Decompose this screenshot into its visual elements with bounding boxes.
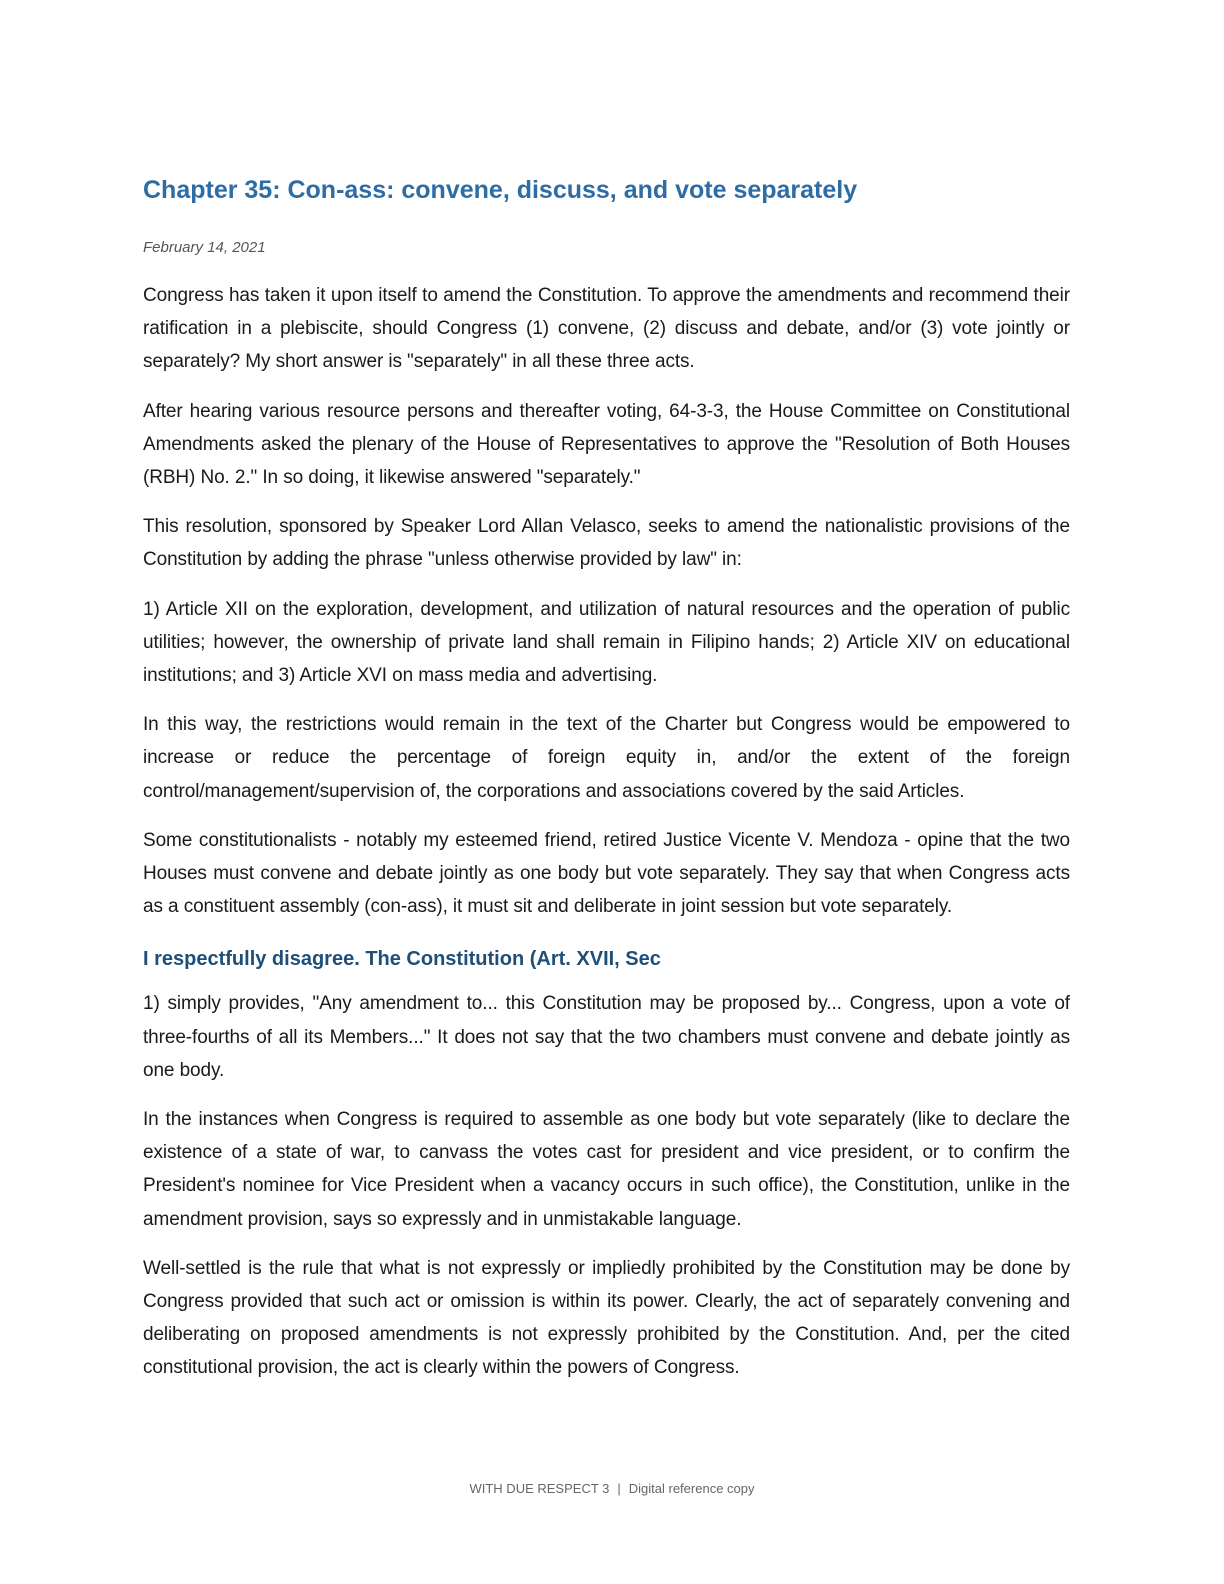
paragraph-5: In this way, the restrictions would remain in the text of the Charter but Congress would be empowered to increase or reduce the percentage of foreign equity in, and/or the extent of the foreign control/management/supervision of, the corporations and associations covered by the said Articles.	[143, 714, 1070, 802]
paragraph-4: 1) Article XII on the exploration, development, and utilization of natural resources and the operation of public utilities; however, the ownership of private land shall remain in Filipino hands; 2) Article XIV on educational institutions; and 3) Article XVI on mass media and advertising.	[143, 598, 1070, 687]
paragraph-1: Congress has taken it upon itself to amend the Constitution. To approve the amendments and recommend their ratification in a plebiscite, should Congress (1) convene, (2) discuss and debate, and/or (3) vote jointly or separately? My short answer is "separately" in all these three acts.	[143, 285, 1070, 373]
paragraph-9: Well-settled is the rule that what is not expressly or impliedly prohibited by the Constitution may be done by Congress provided that such act or omission is within its power. Clearly, the act of separately convening and deliberating on proposed amendments is not expressly prohibited by the Constitution. And, per the cited constitutional provision, the act is clearly within the powers of Congress.	[143, 1257, 1070, 1379]
footer-note: Digital reference copy	[628, 1481, 755, 1496]
paragraph-2: After hearing various resource persons and thereafter voting, 64-3-3, the House Committee on Constitutional Amendments asked the plenary of the House of Representatives to approve the "Resolution of Both Houses (RBH) No. 2." In so doing, it likewise answered "separately."	[143, 400, 1070, 489]
page-footer	[0, 1480, 1224, 1498]
paragraph-3: This resolution, sponsored by Speaker Lord Allan Velasco, seeks to amend the nationalistic provisions of the Constitution by adding the phrase "unless otherwise provided by law" in:	[143, 516, 1070, 571]
footer-book-title: WITH DUE RESPECT 3	[469, 1481, 610, 1496]
chapter-title: Chapter 35: Con-ass: convene, discuss, and vote separately	[143, 176, 858, 204]
section-subheading: I respectfully disagree. The Constitution (Art. XVII, Sec	[143, 948, 661, 971]
document-page	[143, 170, 1070, 1401]
paragraph-7: 1) simply provides, "Any amendment to... this Constitution may be proposed by... Congress, upon a vote of three-fourths of all its Members..." It does not say that the two chambers must convene and debate jointly as one body.	[143, 993, 1070, 1081]
paragraph-8: In the instances when Congress is required to assemble as one body but vote separately (like to declare the existence of a state of war, to canvass the votes cast for president and vice president, or to confirm the President's nominee for Vice President when a vacancy occurs in such office), the Constitution, unlike in the amendment provision, says so expressly and in unmistakable language.	[143, 1109, 1070, 1230]
paragraph-6: Some constitutionalists - notably my esteemed friend, retired Justice Vicente V. Mendoza - opine that the two Houses must convene and debate jointly as one body but vote separately. They say that when Congress acts as a constituent assembly (con-ass), it must sit and deliberate in joint session but vote separately.	[143, 829, 1070, 918]
footer-separator: |	[617, 1481, 621, 1496]
publication-date: February 14, 2021	[143, 239, 266, 256]
